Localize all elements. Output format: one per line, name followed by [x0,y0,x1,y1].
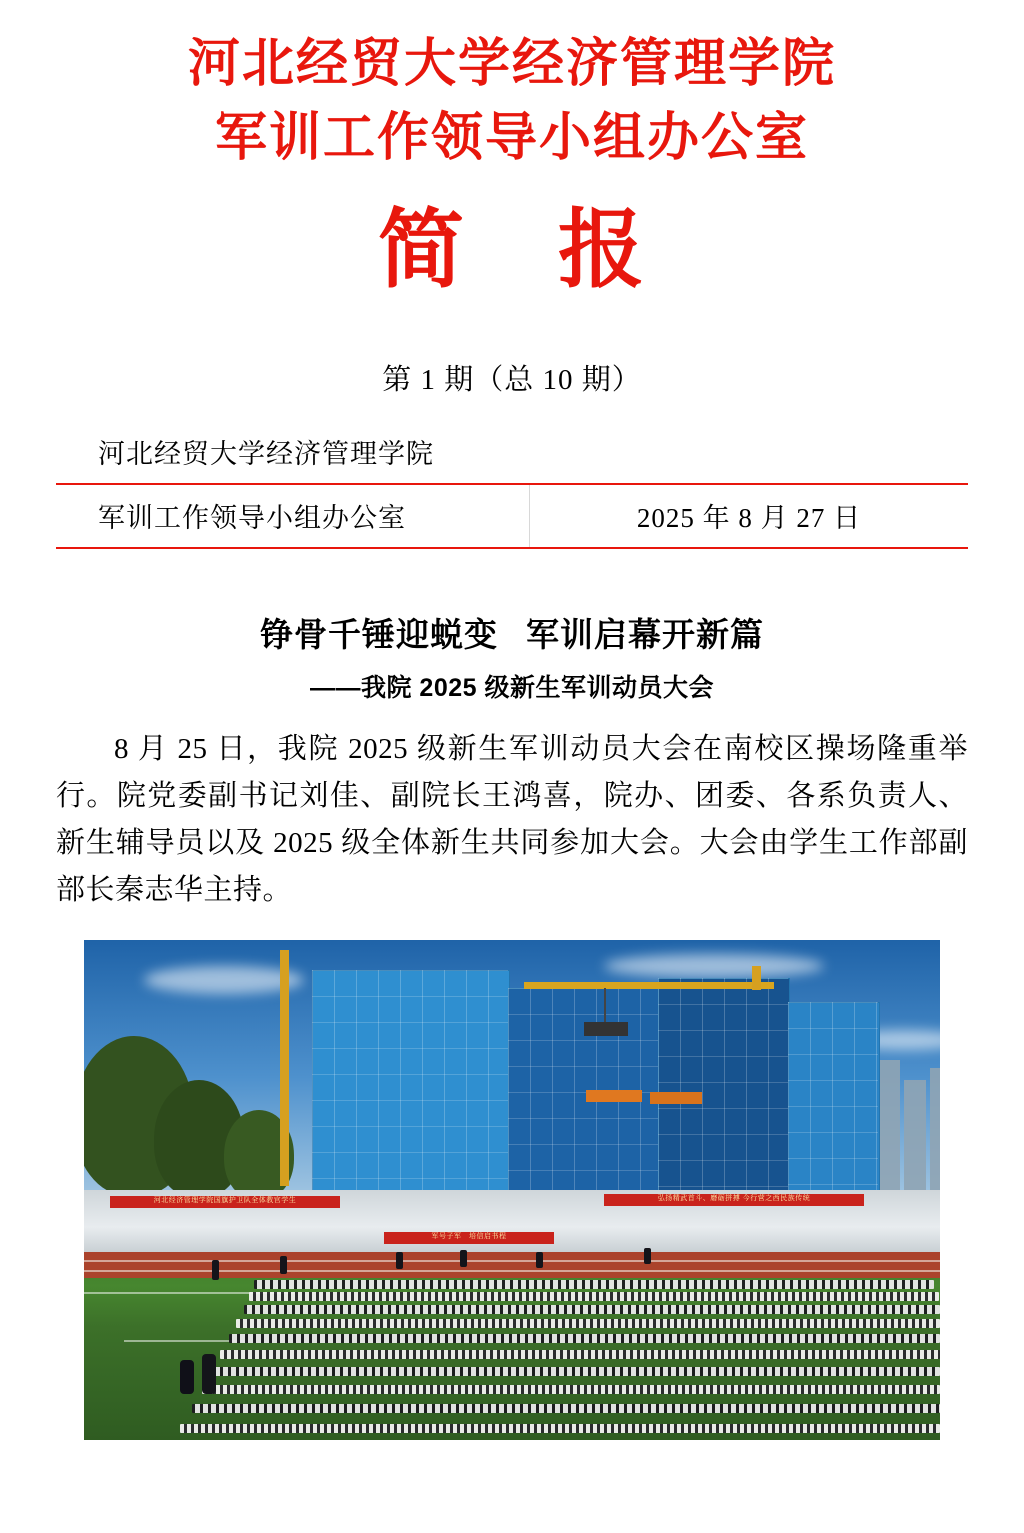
officer-figure [644,1248,651,1264]
masthead-line-2: 军训工作领导小组办公室 [214,108,809,167]
scaffold-mesh [658,978,788,1192]
formation-row [254,1280,934,1289]
scaffold-mesh [312,970,508,1192]
issue-number: 第 1 期（总 10 期） [382,363,642,396]
officer-figure-foreground [202,1354,216,1394]
officer-figure-foreground [180,1360,194,1394]
formation-row [244,1305,940,1314]
masthead-title-char-2: 报 [558,201,646,298]
officer-figure [280,1256,287,1274]
formation-row [212,1367,940,1376]
formation-row [236,1319,940,1328]
distant-building [904,1080,926,1190]
formation-row [192,1404,940,1413]
formation-row [180,1424,940,1433]
crane-jib [524,982,774,989]
masthead-title [56,186,968,315]
article-title-part-2: 军训启幕开新篇 [526,615,764,653]
formation-row [229,1334,940,1343]
article-title-part-1: 铮骨千锤迎蜕变 [260,615,498,653]
distant-building [930,1068,940,1190]
scaffold-mesh [788,1002,878,1192]
officer-figure [536,1252,543,1268]
banner-text-right: 弘扬精武首斗、磨砺拼搏 今行营之西民族传统 [604,1194,864,1206]
crane-load [584,1022,628,1036]
banner-text-left: 河北经济管理学院国旗护卫队全体教官学生 [110,1196,340,1208]
meta-date: 2025 年 8 月 27 日 [636,503,862,534]
meta-table [56,483,968,549]
article-subtitle: ——我院 2025 级新生军训动员大会 [309,673,714,702]
page-bottom-spacer [56,1440,968,1464]
officer-figure [396,1252,403,1269]
masthead-line-1: 河北经贸大学经济管理学院 [187,35,836,93]
formation-row [202,1385,940,1394]
cloud-icon [604,954,824,978]
banner-text-small: 军号子军 培信启书程 [384,1232,554,1244]
officer-figure [212,1260,219,1280]
masthead-title-char-1: 简 [378,201,466,298]
article-title [56,609,968,656]
crane-tower [752,966,761,990]
organization-name: 河北经贸大学经济管理学院 [98,438,434,469]
facade-panel [586,1090,642,1102]
assembly-photo [84,940,940,1440]
formation-row [220,1350,940,1359]
masthead [56,28,968,315]
meta-office: 军训工作领导小组办公室 [56,485,530,547]
crane-cable [604,988,606,1022]
article-body: 8 月 25 日，我院 2025 级新生军训动员大会在南校区操场隆重举行。院党委副书记刘佳、副院长王鸿喜，院办、团委、各系负责人、新生辅导员以及 2025 级全体新生共同参加大会。大会由学生工作部副部长秦志华主持。 [56,732,968,906]
crane-mast [280,950,289,1186]
formation-row [249,1292,939,1301]
photo-container [56,940,968,1440]
facade-panel [650,1092,702,1104]
officer-figure [460,1250,467,1267]
